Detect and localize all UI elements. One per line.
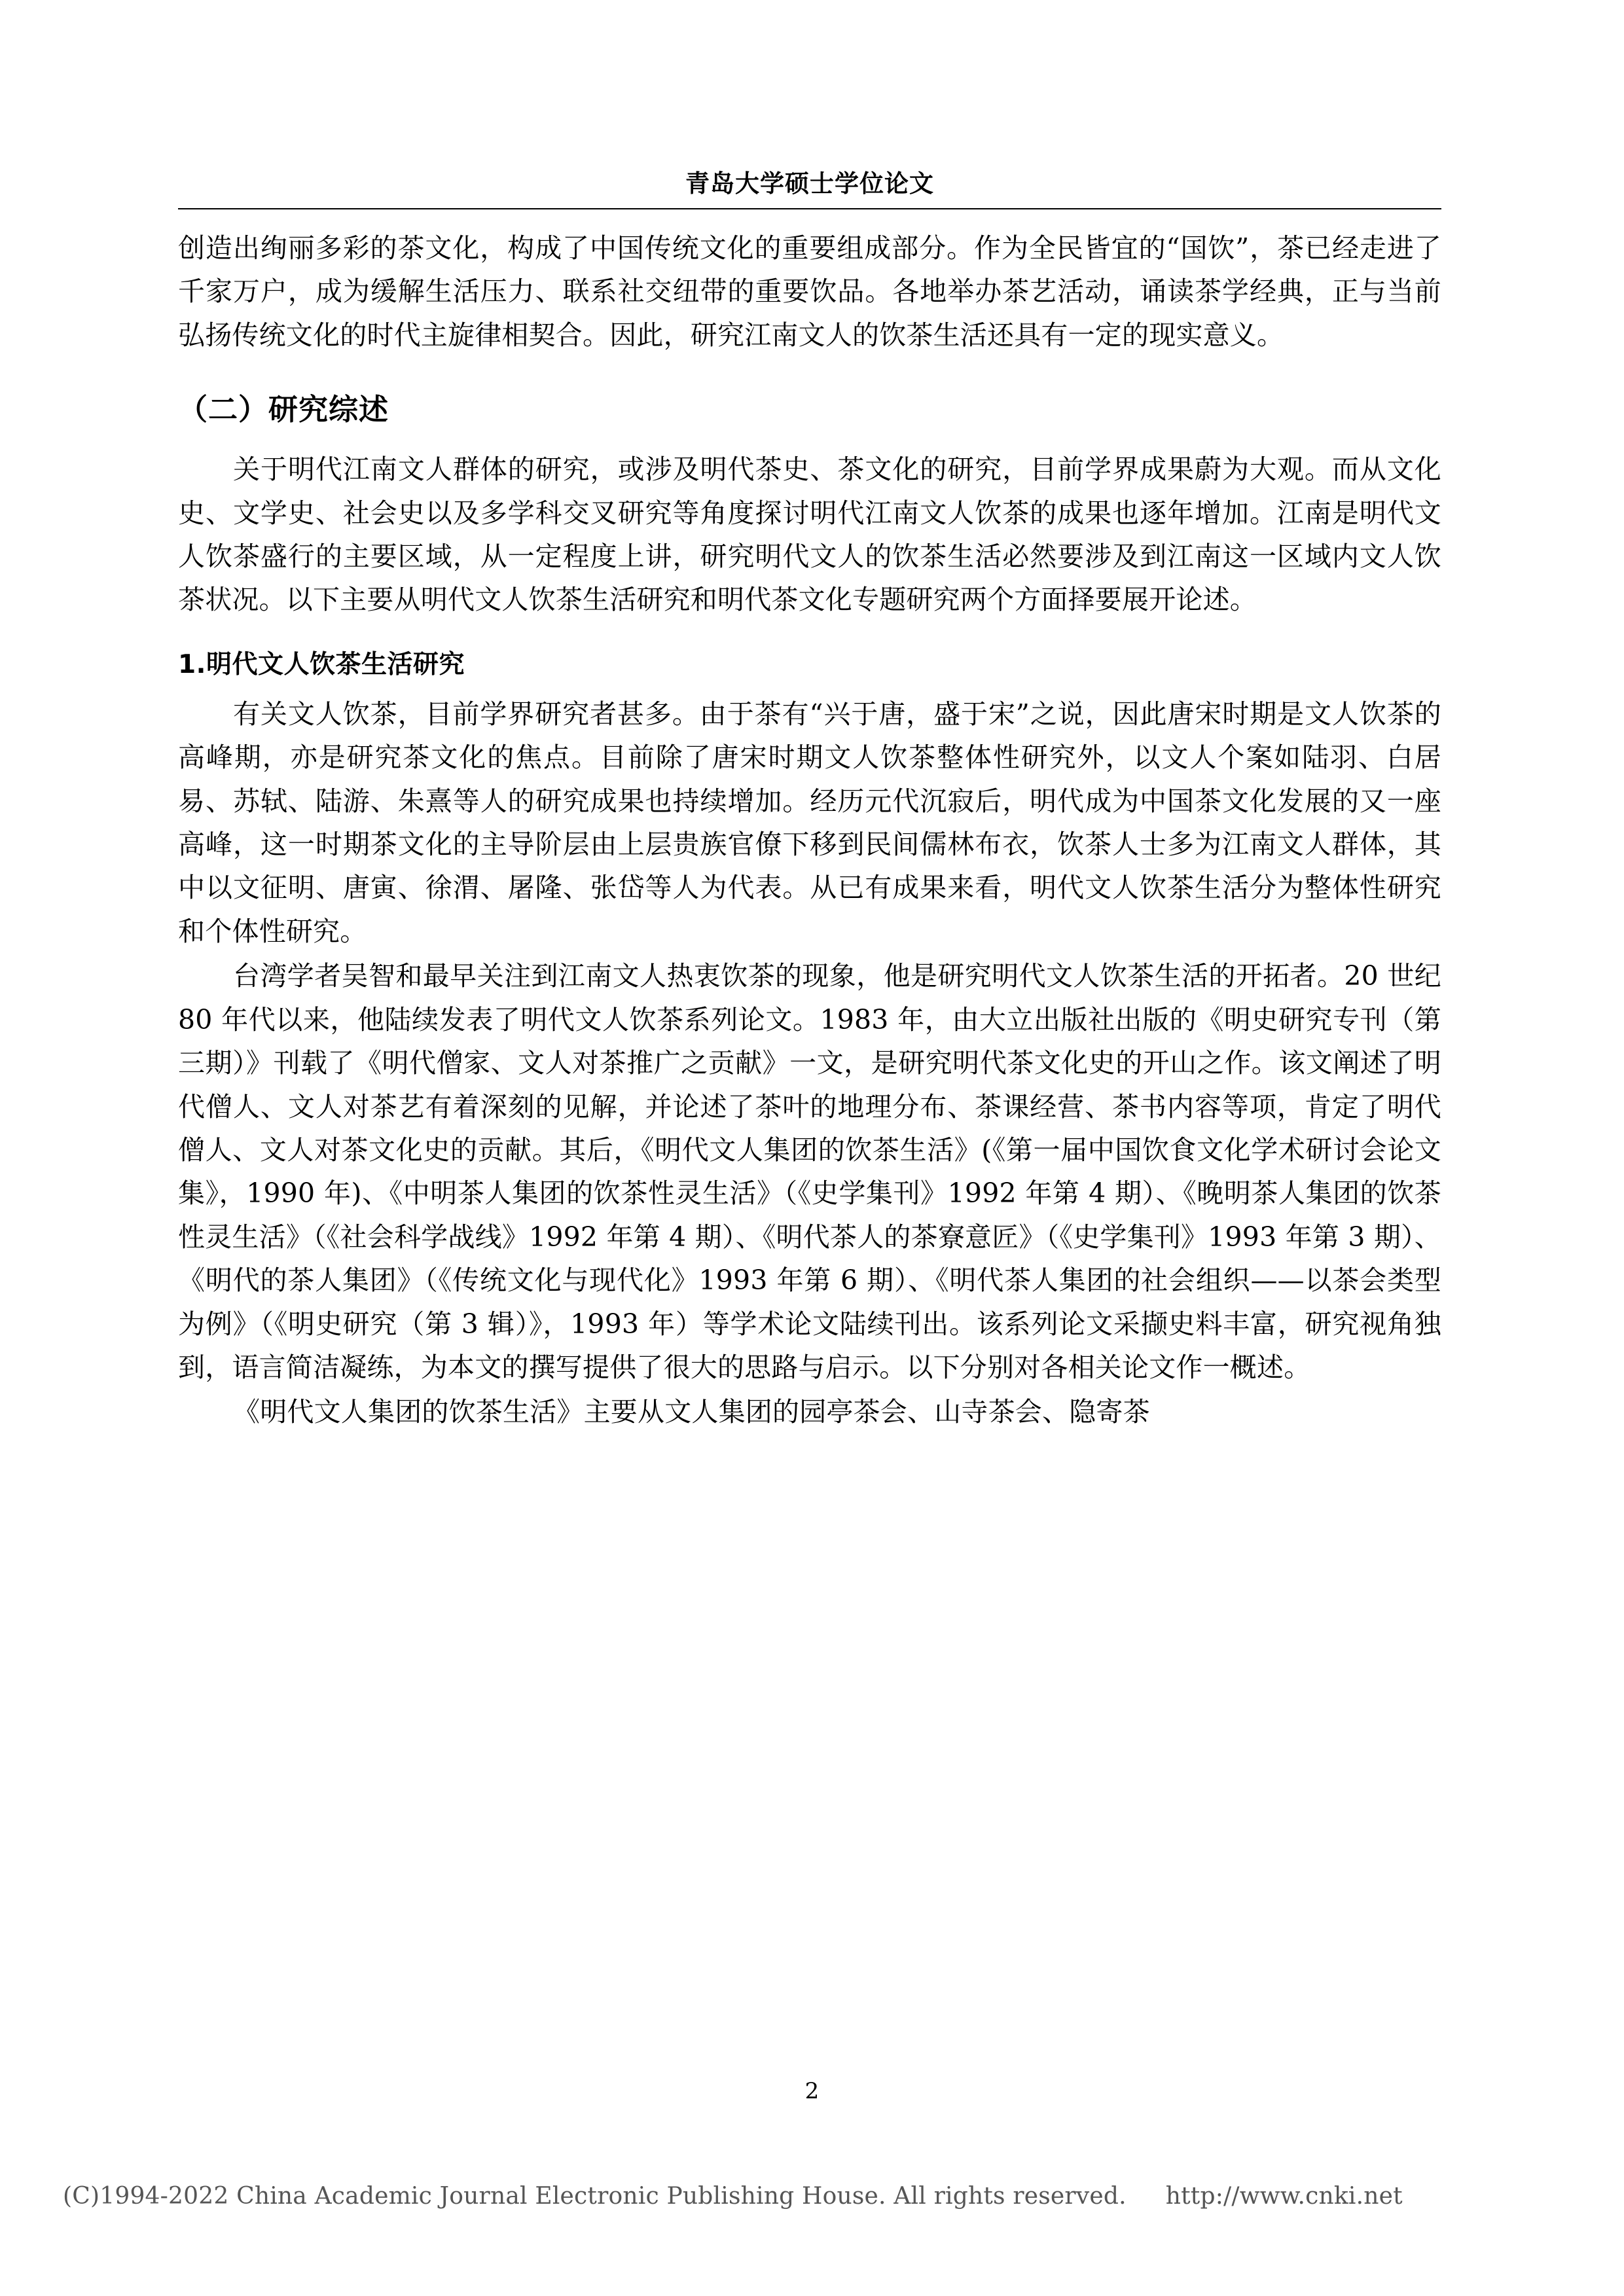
- page-content: [178, 164, 1441, 1435]
- header-divider: [178, 208, 1441, 209]
- sub-heading-ming-literati-tea-life: 1.明代文人饮茶生活研究: [178, 649, 465, 679]
- page-header-title: 青岛大学硕士学位论文: [685, 170, 934, 198]
- paragraph-sub-1: 有关文人饮茶，目前学界研究者甚多。由于茶有“兴于唐，盛于宋”之说，因此唐宋时期是文人饮茶的高峰期，亦是研究茶文化的焦点。目前除了唐宋时期文人饮茶整体性研究外，以文人个案如陆羽、白居易、苏轼、陆游、朱熹等人的研究成果也持续增加。经历元代沉寂后，明代成为中国茶文化发展的又一座高峰，这一时期茶文化的主导阶层由上层贵族官僚下移到民间儒林布衣，饮茶人士多为江南文人群体，其中以文征明、唐寅、徐渭、屠隆、张岱等人为代表。从已有成果来看，明代文人饮茶生活分为整体性研究和个体性研究。: [178, 698, 1441, 947]
- paragraph-intro: 创造出绚丽多彩的茶文化，构成了中国传统文化的重要组成部分。作为全民皆宜的“国饮”，茶已经走进了千家万户，成为缓解生活压力、联系社交纽带的重要饮品。各地举办茶艺活动，诵读茶学经典，正与当前弘扬传统文化的时代主旋律相契合。因此，研究江南文人的饮茶生活还具有一定的现实意义。: [178, 232, 1441, 351]
- section-heading-research-review: （二）研究综述: [178, 392, 389, 427]
- footer-url: http://www.cnki.net: [1165, 2183, 1403, 2210]
- footer-copyright-bar: [63, 2183, 1562, 2210]
- paragraph-sub-3: 《明代文人集团的饮茶生活》主要从文人集团的园亭茶会、山寺茶会、隐寄茶: [233, 1396, 1150, 1428]
- paragraph-sub-2: 台湾学者吴智和最早关注到江南文人热衷饮茶的现象，他是研究明代文人饮茶生活的开拓者。20 世纪 80 年代以来，他陆续发表了明代文人饮茶系列论文。1983 年，由大立出版社出版的《明史研究专刊（第三期）》刊载了《明代僧家、文人对茶推广之贡献》一文，是研究明代茶文化史的开山之作。该文阐述了明代僧人、文人对茶艺有着深刻的见解，并论述了茶叶的地理分布、茶课经营、茶书内容等项，肯定了明代僧人、文人对茶文化史的贡献。其后，《明代文人集团的饮茶生活》(《第一届中国饮食文化学术研讨会论文集》，1990 年)、《中明茶人集团的饮茶性灵生活》（《史学集刊》1992 年第 4 期）、《晚明茶人集团的饮茶性灵生活》（《社会科学战线》1992 年第 4 期）、《明代茶人的茶寮意匠》（《史学集刊》1993 年第 3 期）、《明代的茶人集团》（《传统文化与现代化》1993 年第 6 期）、《明代茶人集团的社会组织——以茶会类型为例》（《明史研究（第 3 辑）》，1993 年）等学术论文陆续刊出。该系列论文采撷史料丰富，研究视角独到，语言简洁凝练，为本文的撰写提供了很大的思路与启示。以下分别对各相关论文作一概述。: [178, 960, 1441, 1383]
- footer-copyright-text: (C)1994-2022 China Academic Journal Electronic Publishing House. All rights reserved.: [63, 2183, 1127, 2210]
- paragraph-section-intro: 关于明代江南文人群体的研究，或涉及明代茶史、茶文化的研究，目前学界成果蔚为大观。而从文化史、文学史、社会史以及多学科交叉研究等角度探讨明代江南文人饮茶的成果也逐年增加。江南是明代文人饮茶盛行的主要区域，从一定程度上讲，研究明代文人的饮茶生活必然要涉及到江南这一区域内文人饮茶状况。以下主要从明代文人饮茶生活研究和明代茶文化专题研究两个方面择要展开论述。: [178, 454, 1441, 616]
- page-number: 2: [804, 2078, 820, 2104]
